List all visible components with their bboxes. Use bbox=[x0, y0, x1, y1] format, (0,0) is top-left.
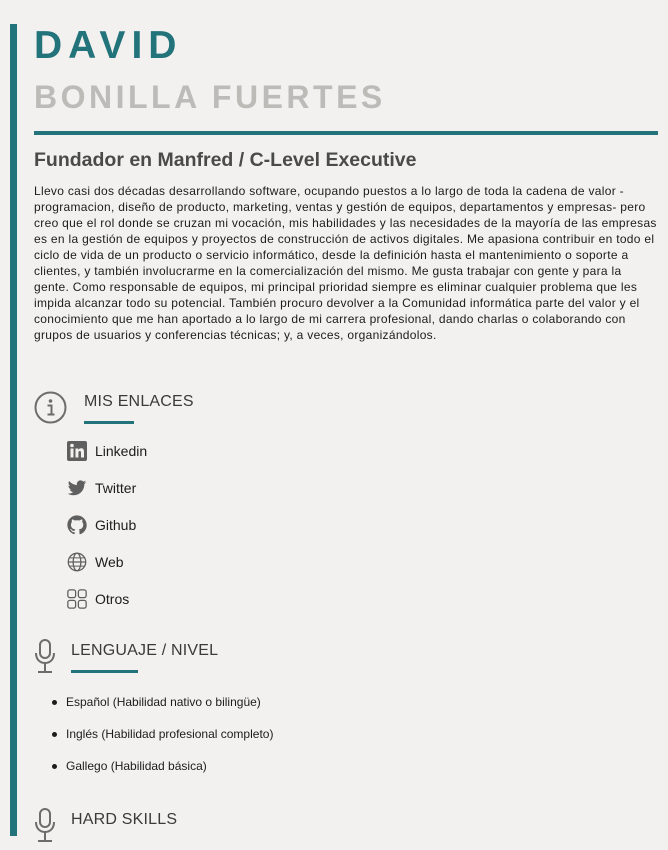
globe-icon bbox=[66, 551, 88, 573]
linkedin-icon bbox=[66, 440, 88, 462]
link-label[interactable]: Twitter bbox=[95, 480, 137, 496]
microphone-icon bbox=[34, 807, 56, 850]
microphone-icon bbox=[34, 638, 56, 681]
about-paragraph: Llevo casi dos décadas desarrollando software, ocupando puestos a lo largo de toda la cadena de valor - programacion, diseño de producto, marketing, ventas y gestión de equipos, departamentos y empresas- pero creo que el rol donde se cruzan mi vocación, mis habilidades y las necesidades de la mayoría de las empresas es en la gestión de equipos y proyectos de construcción de activos digitales. Me apasiona contribuir en todo el ciclo de vida de un producto o servicio informático, desde la definición hasta el mantenimiento o soporte a clientes, y también involucrarme en la comercialización del mismo. Me gusta trabajar con gente y para la gente. Como responsable de equipos, mi principal prioridad siempre es eliminar cualquier problema que les impida alcanzar todo su potencial. También procuro devolver a la Comunidad informática parte del valor y el conocimiento que me han aportado a lo largo de mi carrera profesional, dando charlas o colaborando con grupos de usuarios y conferencias técnicas; y, a veces, organizándolos. bbox=[34, 184, 657, 342]
first-name: DAVID bbox=[34, 24, 183, 67]
link-otros[interactable] bbox=[66, 587, 129, 611]
headline: Fundador en Manfred / C-Level Executive bbox=[34, 149, 417, 171]
link-label[interactable]: Github bbox=[95, 517, 137, 533]
grid-icon bbox=[66, 588, 88, 610]
twitter-icon bbox=[66, 477, 88, 499]
link-github[interactable] bbox=[66, 513, 136, 537]
bullet bbox=[52, 700, 57, 705]
last-name: BONILLA FUERTES bbox=[34, 79, 386, 115]
language-item: Gallego (Habilidad básica) bbox=[66, 758, 207, 774]
header-divider bbox=[34, 131, 658, 135]
link-web[interactable] bbox=[66, 550, 124, 574]
language-section-rule bbox=[71, 670, 138, 673]
info-icon bbox=[34, 391, 67, 429]
accent-side-bar bbox=[10, 24, 17, 836]
github-icon bbox=[66, 514, 88, 536]
language-section-title: LENGUAJE / NIVEL bbox=[71, 642, 219, 659]
links-section-title: MIS ENLACES bbox=[84, 393, 194, 410]
link-twitter[interactable] bbox=[66, 476, 136, 500]
language-item: Inglés (Habilidad profesional completo) bbox=[66, 726, 273, 742]
link-label[interactable]: Web bbox=[95, 554, 124, 570]
bullet bbox=[52, 764, 57, 769]
links-section-rule bbox=[84, 421, 134, 424]
language-item: Español (Habilidad nativo o bilingüe) bbox=[66, 694, 261, 710]
link-label[interactable]: Otros bbox=[95, 591, 130, 607]
hard-skills-section-title: HARD SKILLS bbox=[71, 811, 178, 828]
bullet bbox=[52, 732, 57, 737]
link-linkedin[interactable] bbox=[66, 439, 147, 463]
link-label[interactable]: Linkedin bbox=[95, 443, 148, 459]
